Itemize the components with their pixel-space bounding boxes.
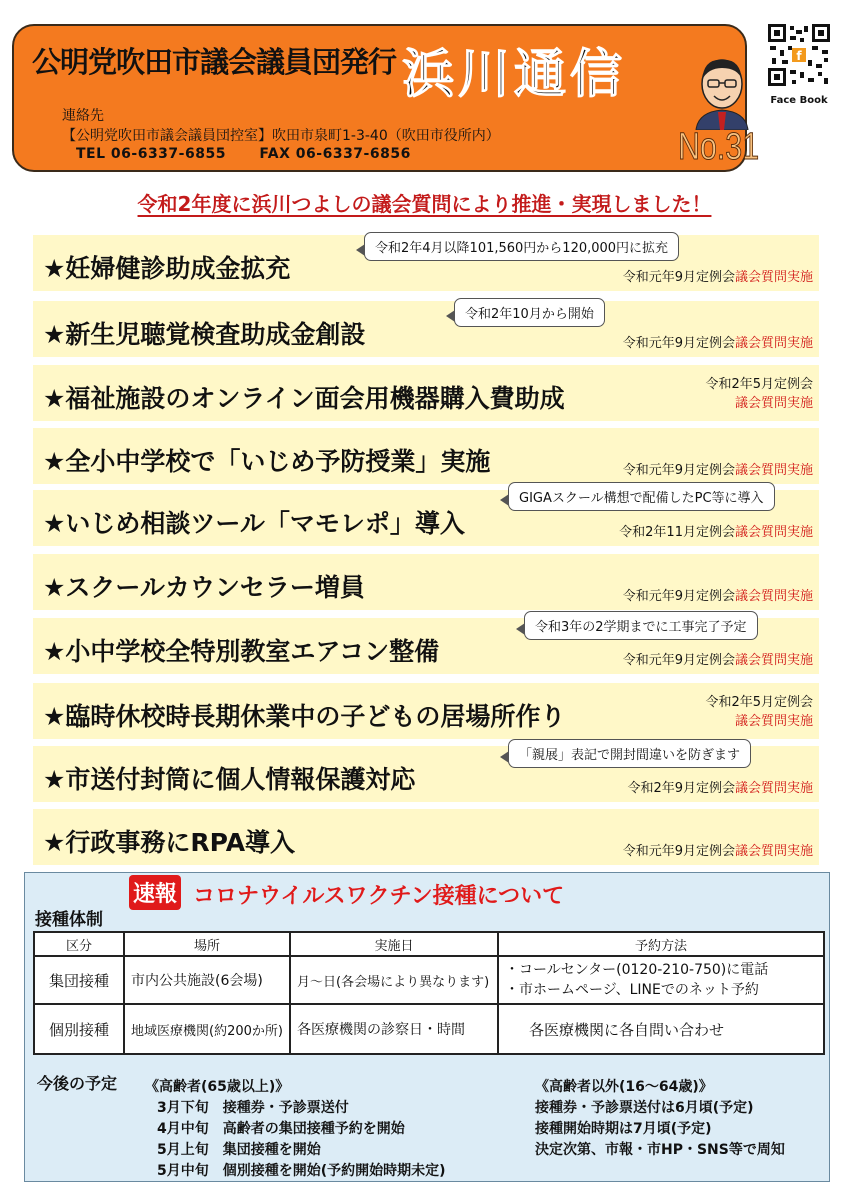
headline: 令和2年度に浜川つよしの議会質問により推進・実現しました！ <box>137 192 712 216</box>
contact-address: 【公明党吹田市議会議員団控室】吹田市泉町1-3-40（吹田市役所内） <box>62 128 500 144</box>
breaking-news-badge: 速報 <box>129 875 181 910</box>
vaccination-table <box>33 931 825 1055</box>
col-header: 実施日 <box>290 932 498 956</box>
meeting: 令和元年9月定例会 <box>622 463 735 478</box>
phone-fax <box>76 146 439 162</box>
status: 議会質問実施 <box>734 525 813 540</box>
item-title: ★妊婦健診助成金拡充 <box>43 254 291 283</box>
meeting: 令和元年9月定例会 <box>622 589 735 604</box>
meeting: 令和元年9月定例会 <box>622 844 735 859</box>
item-meta <box>623 459 813 478</box>
col-header: 予約方法 <box>498 932 824 956</box>
item-meta <box>705 693 813 731</box>
fax-number: FAX 06-6337-6856 <box>259 146 411 162</box>
schedule-line: 接種開始時期は7月頃(予定) <box>535 1121 712 1137</box>
callout-note: 令和2年10月から開始 <box>454 298 605 327</box>
achievement-item <box>33 683 819 739</box>
item-title: ★小中学校全特別教室エアコン整備 <box>43 637 440 666</box>
table-row <box>34 956 824 1004</box>
item-title: ★全小中学校で「いじめ予防授業」実施 <box>43 447 491 476</box>
item-meta <box>627 777 813 796</box>
method-line: ・コールセンター(0120-210-750)に電話 <box>505 962 769 978</box>
schedule-line: 決定次第、市報・市HP・SNS等で周知 <box>535 1142 785 1158</box>
item-title: ★新生児聴覚検査助成金創設 <box>43 320 366 349</box>
schedule-line: 3月下旬 接種券・予診票送付 <box>157 1100 349 1116</box>
status: 議会質問実施 <box>734 653 813 668</box>
item-title: ★いじめ相談ツール「マモレポ」導入 <box>43 509 465 538</box>
qr-code-icon[interactable] <box>768 24 830 86</box>
schedule-line: 5月中旬 個別接種を開始(予約開始時期未定) <box>157 1163 446 1179</box>
cell-category: 集団接種 <box>34 956 124 1004</box>
item-meta <box>623 585 813 604</box>
callout-note: 令和2年4月以降101,560円から120,000円に拡充 <box>364 232 679 261</box>
schedule-heading: 《高齢者以外(16～64歳)》 <box>535 1079 713 1095</box>
system-label: 接種体制 <box>35 910 103 930</box>
meeting: 令和2年5月定例会 <box>705 695 813 710</box>
table-row <box>34 1004 824 1054</box>
item-title: ★スクールカウンセラー増員 <box>43 573 365 602</box>
meeting: 令和2年9月定例会 <box>627 781 735 796</box>
item-title: ★福祉施設のオンライン面会用機器購入費助成 <box>43 384 565 413</box>
contact-label: 連絡先 <box>62 108 104 124</box>
schedule-heading: 《高齢者(65歳以上)》 <box>145 1079 290 1095</box>
item-title: ★市送付封筒に個人情報保護対応 <box>43 765 416 794</box>
cell-category: 個別接種 <box>34 1004 124 1054</box>
status: 議会質問実施 <box>734 781 813 796</box>
item-title: ★臨時休校時長期休業中の子どもの居場所作り <box>43 702 566 731</box>
svg-text:f: f <box>796 49 802 63</box>
item-meta <box>623 332 813 351</box>
cell-date: 月～日(各会場により異なります) <box>290 956 498 1004</box>
meeting: 令和元年9月定例会 <box>622 336 735 351</box>
achievement-item <box>33 809 819 865</box>
col-header: 区分 <box>34 932 124 956</box>
item-meta <box>623 840 813 859</box>
status: 議会質問実施 <box>734 589 813 604</box>
item-meta <box>623 649 813 668</box>
elderly-schedule <box>145 1077 446 1182</box>
cell-method: 各医療機関に各自問い合わせ <box>498 1004 824 1054</box>
achievement-item <box>33 428 819 484</box>
table-header-row <box>34 932 824 956</box>
status: 議会質問実施 <box>734 714 813 729</box>
vaccine-title: コロナウイルスワクチン接種について <box>193 884 565 909</box>
item-title: ★行政事務にRPA導入 <box>43 828 296 857</box>
issue-number: No.31 <box>678 126 760 168</box>
callout-note: GIGAスクール構想で配備したPC等に導入 <box>508 482 775 511</box>
item-meta <box>619 521 813 540</box>
others-schedule <box>535 1077 785 1161</box>
meeting: 令和2年5月定例会 <box>705 377 813 392</box>
facebook-label: Face Book <box>770 95 828 106</box>
callout-note: 「親展」表記で開封間違いを防ぎます <box>508 739 751 768</box>
status: 議会質問実施 <box>734 336 813 351</box>
col-header: 場所 <box>124 932 290 956</box>
cell-place: 地域医療機関(約200か所) <box>124 1004 290 1054</box>
meeting: 令和2年11月定例会 <box>619 525 735 540</box>
achievement-item <box>33 554 819 610</box>
portrait-illustration-icon <box>690 54 754 130</box>
cell-place: 市内公共施設(6会場) <box>124 956 290 1004</box>
status: 議会質問実施 <box>734 844 813 859</box>
status: 議会質問実施 <box>734 396 813 411</box>
tel-number: TEL 06-6337-6855 <box>76 146 226 162</box>
masthead <box>12 24 760 172</box>
vaccine-info-box <box>24 872 830 1182</box>
item-meta <box>623 266 813 285</box>
achievement-item <box>33 365 819 421</box>
method-line: ・市ホームページ、LINEでのネット予約 <box>505 982 759 998</box>
cell-date: 各医療機関の診察日・時間 <box>290 1004 498 1054</box>
item-meta <box>705 375 813 413</box>
cell-method <box>498 956 824 1004</box>
publisher-name: 公明党吹田市議会議員団発行 <box>32 45 397 79</box>
meeting: 令和元年9月定例会 <box>622 653 735 668</box>
status: 議会質問実施 <box>734 463 813 478</box>
schedule-label: 今後の予定 <box>37 1074 118 1093</box>
meeting: 令和元年9月定例会 <box>622 270 735 285</box>
contact-block <box>62 106 500 146</box>
schedule-line: 接種券・予診票送付は6月頃(予定) <box>535 1100 754 1116</box>
schedule-line: 5月上旬 集団接種を開始 <box>157 1142 321 1158</box>
newsletter-title: 浜川通信 <box>402 45 627 105</box>
callout-note: 令和3年の2学期までに工事完了予定 <box>524 611 758 640</box>
achievement-item <box>33 301 819 357</box>
schedule-line: 4月中旬 高齢者の集団接種予約を開始 <box>157 1121 405 1137</box>
status: 議会質問実施 <box>734 270 813 285</box>
